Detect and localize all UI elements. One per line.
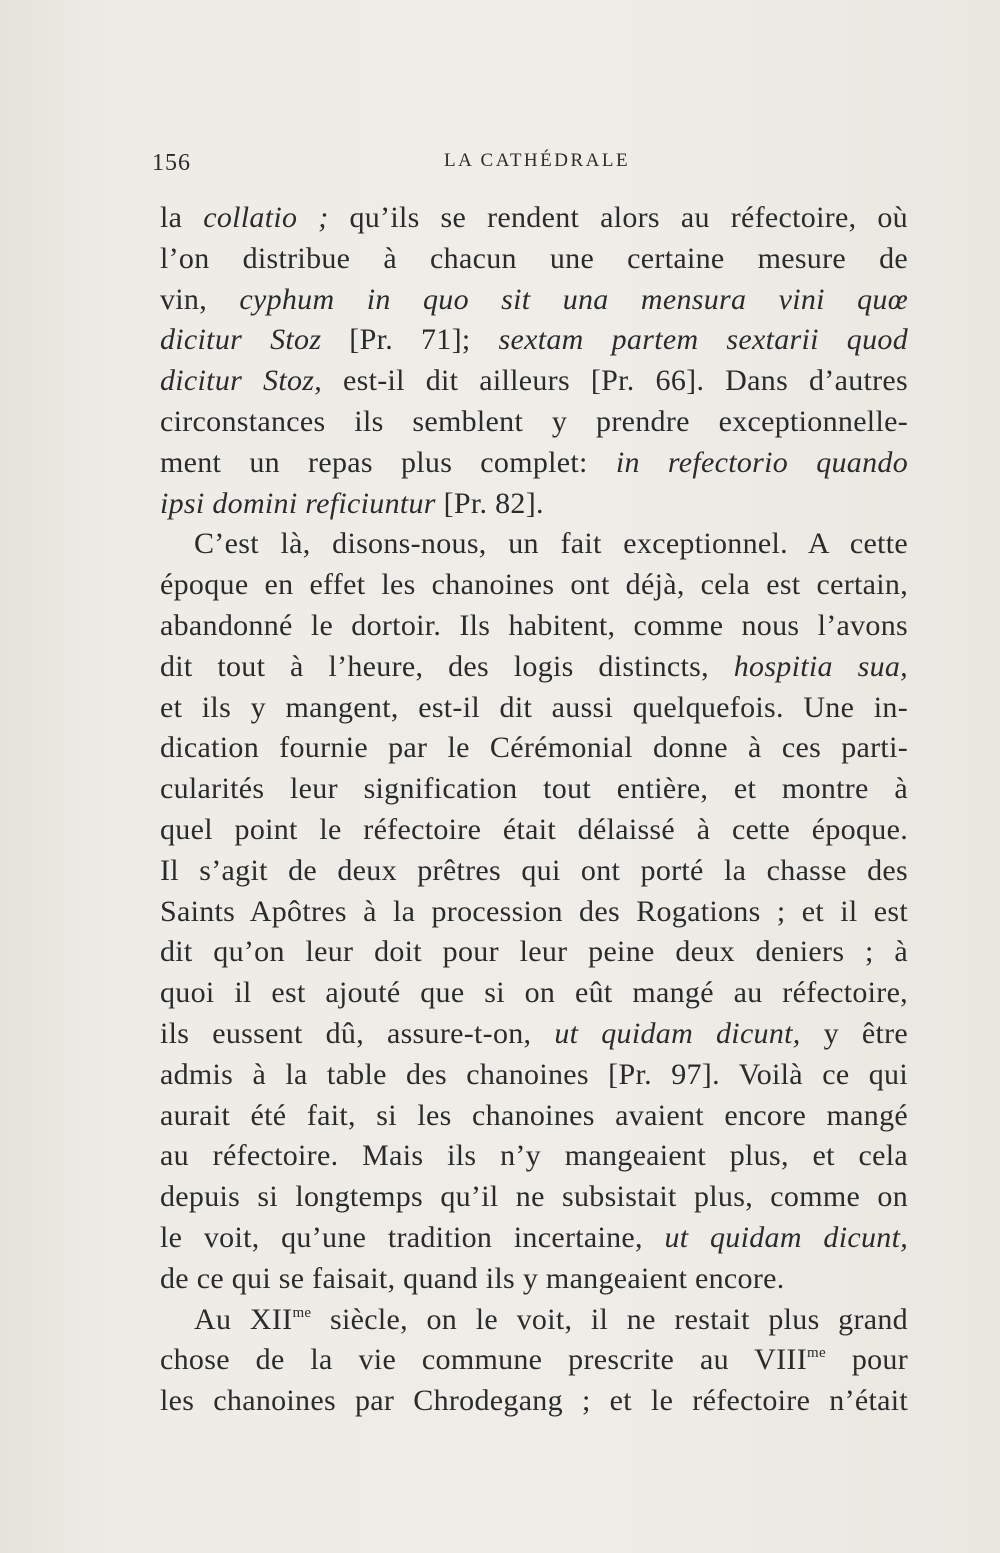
text-line: dication fournie par le Cérémonial donne à ces parti- [160, 731, 908, 765]
text-line: ment un repas plus complet: in refectorio quando [160, 445, 908, 479]
text-line: aurait été fait, si les chanoines avaient encore mangé [160, 1098, 908, 1132]
text-line: Au $XII^{me}$ siècle, on le voit, il ne restait plus grand [194, 1302, 908, 1336]
text-line: depuis si longtemps qu’il ne subsistait plus, comme on [160, 1180, 908, 1214]
text-line: Saints Apôtres à la procession des Rogations ; et il est [160, 894, 908, 928]
text-line: admis à la table des chanoines [Pr. 97]. Voilà ce qui [160, 1057, 908, 1091]
text-line: au réfectoire. Mais ils n’y mangeaient plus, et cela [160, 1139, 908, 1173]
text-line: C’est là, disons-nous, un fait exceptionnel. A cette [194, 527, 908, 561]
text-line: abandonné le dortoir. Ils habitent, comme nous l’avons [160, 608, 908, 642]
text-line: l’on distribue à chacun une certaine mesure de [160, 241, 908, 275]
text-line: de ce qui se faisait, quand ils y mangeaient encore. [160, 1261, 785, 1295]
text-line: ipsi domini reficiuntur [Pr. 82]. [160, 486, 544, 520]
text-line: dit qu’on leur doit pour leur peine deux deniers ; à [160, 935, 908, 969]
text-line: dicitur Stoz [Pr. 71]; sextam partem sextarii quod [160, 323, 908, 357]
text-line: la collatio ; qu’ils se rendent alors au réfectoire, où [160, 201, 908, 234]
text-line: dicitur Stoz, est-il dit ailleurs [Pr. 66]. Dans d’autres [160, 364, 909, 398]
text-line: le voit, qu’une tradition incertaine, ut quidam dicunt, [160, 1220, 909, 1254]
body-text [160, 198, 908, 1422]
text-line: les chanoines par Chrodegang ; et le réfectoire n’était [160, 1384, 908, 1418]
text-line: chose de la vie commune prescrite au $VIII^{me}$ pour [160, 1343, 909, 1377]
text-line: Il s’agit de deux prêtres qui ont porté la chasse des [160, 853, 908, 887]
text-line: circonstances ils semblent y prendre exceptionnelle- [160, 404, 908, 438]
running-title: LA CATHÉDRALE [444, 150, 631, 171]
page-header [152, 150, 912, 186]
text-line: et ils y mangent, est-il dit aussi quelquefois. Une in- [160, 690, 908, 724]
text-line: vin, cyphum in quo sit una mensura vini quœ [160, 282, 909, 316]
text-line: quoi il est ajouté que si on eût mangé au réfectoire, [160, 976, 908, 1010]
text-line: dit tout à l’heure, des logis distincts, hospitia sua, [160, 649, 908, 683]
page-number: 156 [152, 150, 191, 176]
text-line: quel point le réfectoire était délaissé à cette époque. [160, 812, 908, 846]
text-line: époque en effet les chanoines ont déjà, cela est certain, [160, 568, 908, 602]
text-line: ils eussent dû, assure-t-on, ut quidam dicunt, y être [160, 1016, 908, 1050]
text-line: cularités leur signification tout entière, et montre à [160, 772, 908, 806]
